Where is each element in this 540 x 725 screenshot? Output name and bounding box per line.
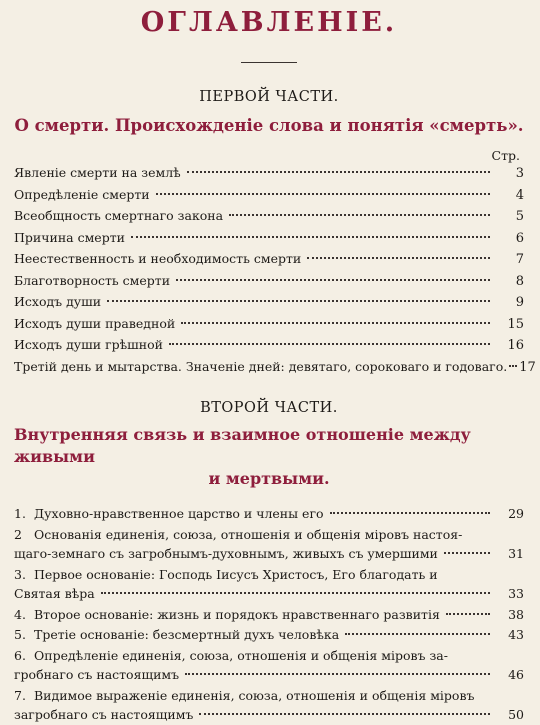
toc-entry-text: Первое основаніе: Господь Іисусъ Христосъ, Его благодать и [34, 566, 438, 582]
leader-dots [509, 365, 517, 367]
toc-entry-number: 4. [14, 606, 26, 622]
toc-entry-number: 2 [14, 526, 22, 542]
part1-toc [14, 163, 536, 378]
toc-entry[interactable] [14, 565, 524, 604]
toc-entry[interactable] [14, 271, 524, 293]
toc-entry-text-cont: загробнаго съ настоящимъ [14, 707, 194, 722]
toc-entry[interactable] [14, 228, 524, 250]
toc-entry[interactable] [14, 625, 524, 645]
toc-entry-page: 3 [515, 166, 524, 181]
toc-entry-page: 46 [508, 667, 524, 682]
toc-entry-page: 4 [515, 187, 524, 203]
toc-entry[interactable] [14, 163, 524, 185]
toc-entry-page: 50 [508, 707, 524, 722]
toc-entry-text: Третіе основаніе: безсмертный духъ человѣка [34, 627, 340, 642]
toc-entry[interactable] [14, 335, 524, 357]
toc-entry-page: 9 [515, 295, 524, 310]
title-divider [241, 62, 297, 63]
toc-entry-page: 5 [515, 209, 524, 224]
leader-dots [176, 279, 490, 281]
leader-dots [156, 193, 490, 195]
toc-entry-number: 3. [14, 566, 26, 582]
toc-entry-text: Благотворность смерти [14, 272, 171, 288]
leader-dots [229, 214, 490, 216]
leader-dots [185, 673, 490, 675]
toc-entry-page: 29 [508, 506, 524, 521]
toc-entry-text: Всеобщность смертнаго закона [14, 208, 224, 223]
toc-entry[interactable] [14, 185, 524, 207]
toc-entry-page: 38 [508, 606, 524, 622]
toc-entry[interactable] [14, 249, 524, 271]
toc-entry-text: Исходъ души [14, 294, 102, 309]
part2-heading-line1: Внутренняя связь и взаимное отношеніе между живыми [14, 425, 471, 466]
toc-entry-page: 17 [519, 359, 536, 375]
part1-label: ПЕРВОЙ ЧАСТИ. [199, 89, 339, 105]
toc-entry[interactable] [14, 504, 524, 524]
toc-entry-number: 5. [14, 627, 26, 642]
toc-entry[interactable] [14, 686, 524, 725]
leader-dots [307, 257, 490, 259]
page-title: ОГЛАВЛЕНІЕ. [140, 7, 398, 38]
toc-entry-page: 7 [515, 252, 524, 267]
toc-entry[interactable] [14, 206, 524, 228]
leader-dots [446, 613, 490, 615]
leader-dots [199, 713, 490, 715]
leader-dots [181, 322, 490, 324]
leader-dots [107, 300, 490, 302]
toc-entry-number: 7. [14, 687, 26, 703]
toc-entry-text: Явленіе смерти на землѣ [14, 165, 181, 180]
toc-entry-page: 16 [507, 338, 524, 353]
toc-entry-page: 8 [515, 273, 524, 289]
toc-entry-text-cont: гробнаго съ настоящимъ [14, 667, 180, 682]
leader-dots [101, 592, 490, 594]
part1-heading: О смерти. Происхожденіе слова и понятія «смерть». [14, 116, 524, 135]
toc-entry-text: Видимое выраженіе единенія, союза, отношенія и общенія міровъ [34, 687, 475, 703]
part2-heading [14, 424, 524, 490]
toc-entry[interactable] [14, 525, 524, 564]
leader-dots [330, 512, 490, 514]
toc-entry-text: Основанія единенія, союза, отношенія и общенія міровъ настоя- [34, 526, 463, 542]
part2-label: ВТОРОЙ ЧАСТИ. [200, 400, 338, 416]
toc-entry[interactable] [14, 292, 524, 314]
leader-dots [444, 552, 490, 554]
toc-entry[interactable] [14, 357, 536, 379]
toc-entry[interactable] [14, 605, 524, 625]
toc-entry-number: 6. [14, 647, 26, 663]
toc-entry-page: 33 [508, 586, 524, 601]
page-column-label: Стр. [491, 148, 520, 163]
toc-entry-text: Неестественность и необходимость смерти [14, 251, 302, 266]
toc-entry-text: Исходъ души праведной [14, 315, 176, 331]
toc-entry-text: Духовно-нравственное царство и члены его [34, 506, 324, 521]
toc-entry-text: Опредѣленіе смерти [14, 186, 150, 202]
leader-dots [169, 343, 490, 345]
toc-entry[interactable] [14, 314, 524, 336]
toc-entry-page: 43 [508, 627, 524, 642]
toc-entry-text-cont: Святая вѣра [14, 586, 95, 601]
toc-entry-text: Третій день и мытарства. Значеніе дней: девятаго, сороковаго и годоваго. [14, 358, 508, 374]
toc-entry-text: Опредѣленіе единенія, союза, отношенія и общенія міровъ за- [34, 647, 448, 663]
part2-toc [14, 504, 524, 725]
part2-heading-line2: и мертвыми. [208, 469, 330, 488]
toc-entry-text-cont: щаго-земнаго съ загробнымъ-духовнымъ, живыхъ съ умершими [14, 546, 438, 561]
toc-entry-text: Причина смерти [14, 229, 125, 245]
toc-entry-text: Исходъ души грѣшной [14, 337, 163, 352]
toc-entry[interactable] [14, 646, 524, 685]
leader-dots [131, 236, 490, 238]
toc-entry-page: 6 [515, 230, 524, 246]
toc-entry-text: Второе основаніе: жизнь и порядокъ нравственнаго развитія [34, 606, 440, 622]
toc-entry-page: 15 [507, 316, 524, 332]
leader-dots [345, 633, 490, 635]
toc-entry-page: 31 [508, 546, 524, 561]
toc-entry-number: 1. [14, 506, 26, 521]
leader-dots [187, 171, 490, 173]
